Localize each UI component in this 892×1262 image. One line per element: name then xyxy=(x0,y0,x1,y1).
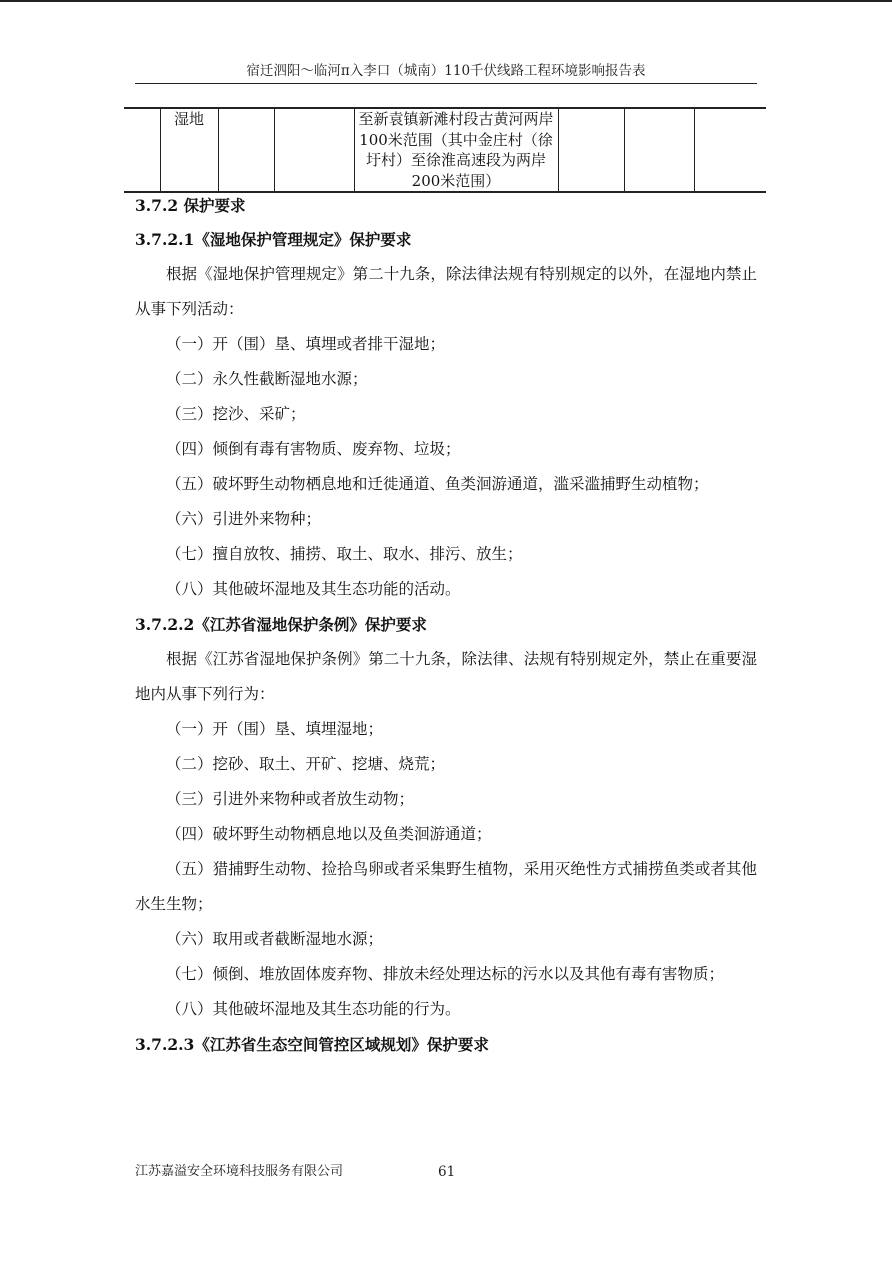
table-cell-empty xyxy=(694,108,766,192)
list-item: （八）其他破坏湿地及其生态功能的活动。 xyxy=(166,580,461,598)
list-item: （八）其他破坏湿地及其生态功能的行为。 xyxy=(166,1000,461,1018)
list-item: （一）开（围）垦、填埋或者排干湿地； xyxy=(166,335,446,353)
page-number: 61 xyxy=(438,1164,456,1180)
table-cell-empty xyxy=(218,108,274,192)
list-item: （三）挖沙、采矿； xyxy=(166,405,306,423)
table-cell-empty xyxy=(624,108,694,192)
header-rule xyxy=(135,83,757,84)
list-item: （四）倾倒有毒有害物质、废弃物、垃圾； xyxy=(166,440,461,458)
list-item: （七）倾倒、堆放固体废弃物、排放未经处理达标的污水以及其他有毒有害物质； xyxy=(166,965,725,983)
list-item: （二）永久性截断湿地水源； xyxy=(166,370,368,388)
paragraph-intro-1: 根据《湿地保护管理规定》第二十九条，除法律法规有特别规定的以外，在湿地内禁止从事下列活动： xyxy=(135,265,757,318)
table-row xyxy=(124,108,766,192)
table-cell-empty xyxy=(274,108,354,192)
list-item: （六）取用或者截断湿地水源； xyxy=(166,930,384,948)
subsection-heading-3-7-2-1: 3.7.2.1《湿地保护管理规定》保护要求 xyxy=(135,230,412,249)
table-cell-type: 湿地 xyxy=(160,108,218,192)
table-cell-empty xyxy=(558,108,624,192)
paragraph-intro-2: 根据《江苏省湿地保护条例》第二十九条，除法律、法规有特别规定外，禁止在重要湿地内从事下列行为： xyxy=(135,650,757,703)
subsection-heading-3-7-2-3: 3.7.2.3《江苏省生态空间管控区域规划》保护要求 xyxy=(135,1035,489,1054)
list-item: （六）引进外来物种； xyxy=(166,510,322,528)
running-header-title: 宿迁泗阳～临河π入李口（城南）110千伏线路工程环境影响报告表 xyxy=(246,63,646,79)
list-item: （二）挖砂、取土、开矿、挖塘、烧荒； xyxy=(166,755,446,773)
table-cell-scope: 至新袁镇新滩村段古黄河两岸100米范围（其中金庄村（徐圩村）至徐淮高速段为两岸200米范围） xyxy=(354,108,558,192)
list-item: （三）引进外来物种或者放生动物； xyxy=(166,790,415,808)
list-item: （五）猎捕野生动物、捡拾鸟卵或者采集野生植物，采用灭绝性方式捕捞鱼类或者其他水生生物； xyxy=(135,860,757,913)
list-item: （七）擅自放牧、捕捞、取土、取水、排污、放生； xyxy=(166,545,523,563)
list-item: （一）开（围）垦、填埋湿地； xyxy=(166,720,384,738)
continued-table xyxy=(124,107,766,193)
section-heading-3-7-2: 3.7.2 保护要求 xyxy=(135,196,246,215)
subsection-heading-3-7-2-2: 3.7.2.2《江苏省湿地保护条例》保护要求 xyxy=(135,615,427,634)
list-item: （五）破坏野生动物栖息地和迁徙通道、鱼类洄游通道，滥采滥捕野生动植物； xyxy=(166,475,709,493)
page-top-border xyxy=(0,0,892,2)
list-item: （四）破坏野生动物栖息地以及鱼类洄游通道； xyxy=(166,825,492,843)
footer-company-name: 江苏嘉溢安全环境科技服务有限公司 xyxy=(135,1164,344,1179)
main-content xyxy=(135,190,757,1062)
table-cell-empty xyxy=(124,108,160,192)
